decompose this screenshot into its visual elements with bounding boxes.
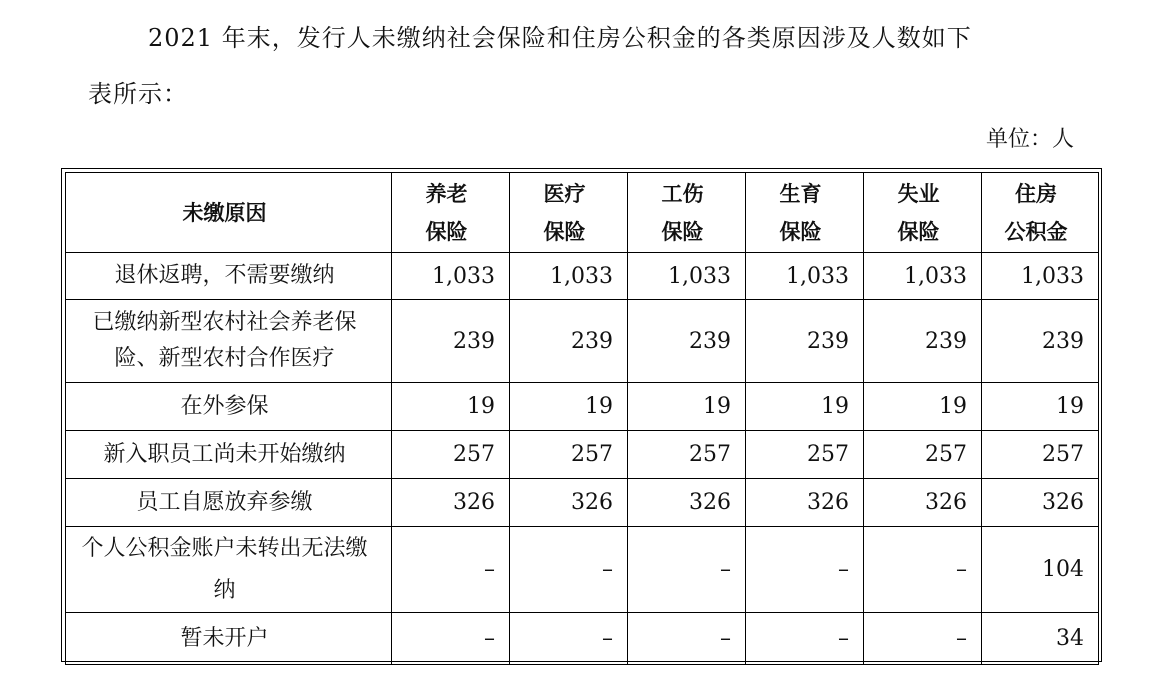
cell-unemployment: 1,033 (864, 253, 982, 300)
cell-maternity: 1,033 (746, 253, 864, 300)
cell-housing-fund: 257 (982, 431, 1099, 479)
cell-pension: – (392, 613, 510, 665)
intro-paragraph (88, 10, 1088, 122)
cell-unemployment: 257 (864, 431, 982, 479)
header-injury-line2: 保险 (661, 219, 704, 244)
cell-maternity: 326 (746, 479, 864, 527)
cell-housing-fund: 239 (982, 300, 1099, 383)
cell-pension: 326 (392, 479, 510, 527)
cell-housing-fund: 34 (982, 613, 1099, 665)
header-housing-fund-line2: 公积金 (1004, 219, 1068, 244)
cell-maternity: 19 (746, 383, 864, 431)
cell-housing-fund: 326 (982, 479, 1099, 527)
header-injury (628, 173, 746, 253)
header-pension (392, 173, 510, 253)
cell-medical: – (510, 613, 628, 665)
cell-injury: 257 (628, 431, 746, 479)
cell-medical: 1,033 (510, 253, 628, 300)
cell-pension: 239 (392, 300, 510, 383)
header-medical (510, 173, 628, 253)
cell-pension: 1,033 (392, 253, 510, 300)
header-medical-line1: 医疗 (543, 181, 586, 206)
header-unemployment (864, 173, 982, 253)
cell-pension: 257 (392, 431, 510, 479)
cell-injury: 1,033 (628, 253, 746, 300)
header-pension-line2: 保险 (425, 219, 468, 244)
header-reason (66, 173, 392, 253)
cell-housing-fund: 1,033 (982, 253, 1099, 300)
header-medical-line2: 保险 (543, 219, 586, 244)
row-reason: 暂未开户 (66, 613, 392, 665)
header-maternity-line1: 生育 (779, 181, 822, 206)
row-reason: 新入职员工尚未开始缴纳 (66, 431, 392, 479)
cell-unemployment: 239 (864, 300, 982, 383)
cell-pension: – (392, 527, 510, 613)
header-maternity-line2: 保险 (779, 219, 822, 244)
cell-medical: 19 (510, 383, 628, 431)
row-reason: 退休返聘，不需要缴纳 (66, 253, 392, 300)
header-housing-fund-line1: 住房 (1015, 181, 1057, 206)
intro-line-2: 表所示： (88, 80, 188, 108)
cell-housing-fund: 104 (982, 527, 1099, 613)
table-header-row (66, 173, 1099, 253)
cell-pension: 19 (392, 383, 510, 431)
table-row (66, 479, 1099, 527)
table-row (66, 613, 1099, 665)
cell-unemployment: 326 (864, 479, 982, 527)
cell-injury: 19 (628, 383, 746, 431)
header-reason-label: 未缴原因 (182, 200, 267, 225)
cell-maternity: – (746, 613, 864, 665)
header-injury-line1: 工伤 (661, 181, 704, 206)
cell-housing-fund: 19 (982, 383, 1099, 431)
header-pension-line1: 养老 (425, 181, 468, 206)
table-row (66, 431, 1099, 479)
intro-line-1: 2021 年末，发行人未缴纳社会保险和住房公积金的各类原因涉及人数如下 (148, 24, 972, 52)
header-housing-fund (982, 173, 1099, 253)
table-row (66, 253, 1099, 300)
unit-label: 单位：人 (985, 127, 1074, 152)
cell-injury: 239 (628, 300, 746, 383)
table-row (66, 383, 1099, 431)
cell-medical: 257 (510, 431, 628, 479)
cell-injury: 326 (628, 479, 746, 527)
header-unemployment-line2: 保险 (897, 219, 940, 244)
cell-injury: – (628, 527, 746, 613)
table-row (66, 527, 1099, 613)
row-reason: 已缴纳新型农村社会养老保险、新型农村合作医疗 (66, 300, 392, 383)
uninsured-reasons-table (65, 172, 1099, 665)
cell-medical: – (510, 527, 628, 613)
cell-injury: – (628, 613, 746, 665)
cell-unemployment: 19 (864, 383, 982, 431)
header-maternity (746, 173, 864, 253)
cell-maternity: – (746, 527, 864, 613)
header-unemployment-line1: 失业 (897, 181, 940, 206)
cell-medical: 326 (510, 479, 628, 527)
cell-unemployment: – (864, 613, 982, 665)
row-reason: 员工自愿放弃参缴 (66, 479, 392, 527)
cell-maternity: 239 (746, 300, 864, 383)
cell-medical: 239 (510, 300, 628, 383)
row-reason: 在外参保 (66, 383, 392, 431)
row-reason: 个人公积金账户未转出无法缴纳 (66, 527, 392, 613)
cell-maternity: 257 (746, 431, 864, 479)
cell-unemployment: – (864, 527, 982, 613)
table-row (66, 300, 1099, 383)
